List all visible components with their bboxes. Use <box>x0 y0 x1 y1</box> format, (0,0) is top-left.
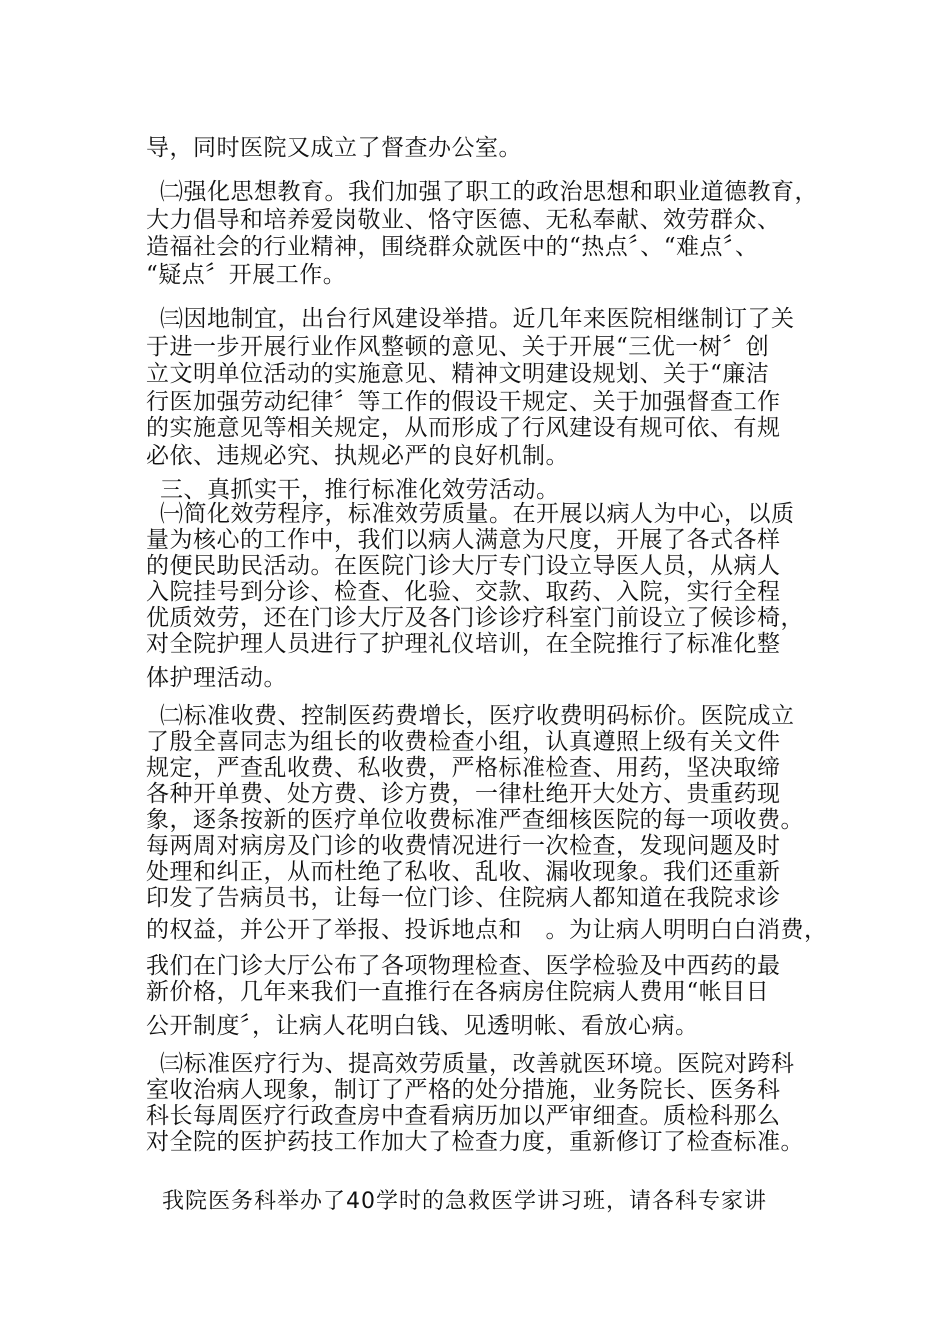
text-line: 对全院护理人员进行了护理礼仪培训，在全院推行了标准化整 <box>146 631 781 657</box>
text-line: “疑点〞开展工作。 <box>146 262 347 288</box>
text-line: 的便民助民活动。在医院门诊大厅专门设立导医人员，从病人 <box>146 553 781 579</box>
text-line: 的权益，并公开了举报、投诉地点和 。为让病人明明白白消费， <box>146 917 828 943</box>
text-line: 我院医务科举办了40学时的急救医学讲习班，请各科专家讲 <box>162 1189 767 1214</box>
text-line: 的实施意见等相关规定，从而形成了行风建设有规可依、有规 <box>146 415 781 441</box>
text-line: ㈠简化效劳程序，标准效劳质量。在开展以病人为中心，以质 <box>160 501 795 527</box>
text-line: ㈢标准医疗行为、提高效劳质量，改善就医环境。医院对跨科 <box>160 1051 795 1077</box>
text-line: 优质效劳，还在门诊大厅及各门诊诊疗科室门前设立了候诊椅， <box>146 605 804 631</box>
text-line: ㈡强化思想教育。我们加强了职工的政治思想和职业道德教育， <box>160 179 818 205</box>
text-line: 量为核心的工作中，我们以病人满意为尺度，开展了各式各样 <box>146 527 781 553</box>
text-line: 体护理活动。 <box>146 665 287 691</box>
text-line: 立文明单位活动的实施意见、精神文明建设规划、关于“廉洁 <box>146 361 770 387</box>
text-line: 科长每周医疗行政查房中查看病历加以严审细查。质检科那么 <box>146 1103 781 1129</box>
text-line: 导，同时医院又成立了督查办公室。 <box>146 135 522 161</box>
section-heading: 三、真抓实干，推行标准化效劳活动。 <box>160 477 560 503</box>
text-line: ㈡标准收费、控制医药费增长，医疗收费明码标价。医院成立 <box>160 703 795 729</box>
text-line: 各种开单费、处方费、诊方费，一律杜绝开大处方、贵重药现 <box>146 781 781 807</box>
text-line: 公开制度〞，让病人花明白钱、见透明帐、看放心病。 <box>146 1013 699 1039</box>
text-line: 于进一步开展行业作风整顿的意见、关于开展“三优一树〞创 <box>146 334 770 360</box>
text-line: 大力倡导和培养爱岗敬业、恪守医德、无私奉献、效劳群众、 <box>146 207 781 233</box>
text-line: 每两周对病房及门诊的收费情况进行一次检查，发现问题及时 <box>146 833 781 859</box>
text-line: 了殷全喜同志为组长的收费检查小组，认真遵照上级有关文件 <box>146 729 781 755</box>
text-line: ㈢因地制宜，出台行风建设举措。近几年来医院相继制订了关 <box>160 306 795 332</box>
text-line: 室收治病人现象，制订了严格的处分措施，业务院长、医务科 <box>146 1077 781 1103</box>
text-line: 规定，严查乱收费、私收费，严格标准检查、用药，坚决取缔 <box>146 755 781 781</box>
text-line: 我们在门诊大厅公布了各项物理检查、医学检验及中西药的最 <box>146 953 781 979</box>
text-line: 对全院的医护药技工作加大了检查力度，重新修订了检查标准。 <box>146 1129 804 1155</box>
text-line: 造福社会的行业精神，围绕群众就医中的“热点〞、“难点〞、 <box>146 234 759 260</box>
text-line: 印发了告病员书，让每一位门诊、住院病人都知道在我院求诊 <box>146 885 781 911</box>
text-line: 象，逐条按新的医疗单位收费标准严查细核医院的每一项收费。 <box>146 807 804 833</box>
text-line: 入院挂号到分诊、检查、化验、交款、取药、入院，实行全程 <box>146 579 781 605</box>
text-line: 新价格，几年来我们一直推行在各病房住院病人费用“帐目日 <box>146 979 770 1005</box>
text-line: 必依、违规必究、执规必严的良好机制。 <box>146 443 569 469</box>
text-line: 处理和纠正，从而杜绝了私收、乱收、漏收现象。我们还重新 <box>146 859 781 885</box>
text-line: 行医加强劳动纪律〞等工作的假设干规定、关于加强督查工作 <box>146 389 781 415</box>
